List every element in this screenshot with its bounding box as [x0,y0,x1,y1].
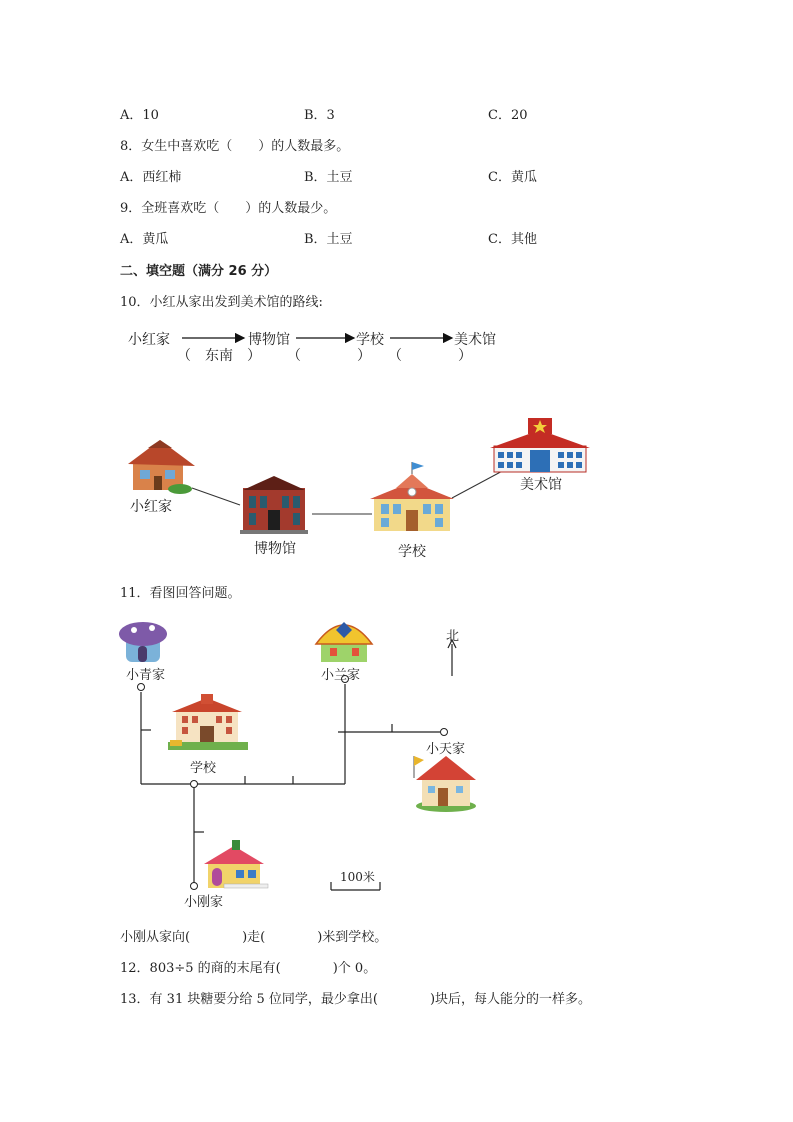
scale-label: 100米 [340,870,375,884]
map-label-school: 学校 [398,544,426,560]
q8-option-a: A．西红柿 [120,170,182,185]
q9-option-a: A．黄瓜 [120,232,169,247]
map-label-lan-home: 小兰家 [321,668,361,683]
route-start: 小红家 [128,332,170,348]
q7-option-a: A．10 [120,108,159,123]
q9-stem: 9．全班喜欢吃（ ）的人数最少。 [120,201,337,216]
art-gallery-icon [490,418,590,472]
colorful-house-icon [204,840,268,888]
q8-option-b: B．土豆 [304,170,353,185]
house-icon [128,440,195,494]
q12-stem: 12．803÷5 的商的末尾有( )个 0。 [120,961,377,976]
q7-option-b: B．3 [304,108,335,123]
q13-stem: 13．有 31 块糖要分给 5 位同学，最少拿出( )块后，每人能分的一样多。 [120,992,592,1007]
route-end: 美术馆 [454,332,496,348]
q11-question: 小刚从家向( )走( )米到学校。 [120,930,388,945]
cottage-icon [414,756,476,812]
map-label-home: 小红家 [130,499,172,515]
map-label-school: 学校 [190,761,217,776]
q7-option-c: C．20 [488,108,528,123]
section-title: 二、填空题（满分 26 分） [120,264,278,279]
route-blank-1[interactable]: （ 东南 ） [177,348,261,364]
q8-option-c: C．黄瓜 [488,170,537,185]
yellow-house-icon [316,622,372,662]
route-arrows [0,0,793,400]
q11-map [0,600,793,910]
school-icon [168,694,248,750]
map-label-art-gallery: 美术馆 [520,477,562,493]
map-label-museum: 博物馆 [254,541,296,557]
q8-stem: 8．女生中喜欢吃（ ）的人数最多。 [120,139,350,154]
museum-icon [240,476,308,534]
north-label: 北 [446,629,460,644]
route-stop-school: 学校 [356,332,384,348]
q9-option-c: C．其他 [488,232,537,247]
mushroom-house-icon [119,622,167,662]
map-label-tian-home: 小天家 [426,742,466,757]
school-icon [370,462,454,531]
q9-option-b: B．土豆 [304,232,353,247]
q11-stem: 11．看图回答问题。 [120,586,241,601]
q10-stem: 10．小红从家出发到美术馆的路线: [120,295,323,310]
q10-map [0,400,793,570]
route-stop-museum: 博物馆 [248,332,290,348]
map-label-gang-home: 小刚家 [184,895,224,910]
map-label-qing-home: 小青家 [126,668,166,683]
route-blank-2[interactable]: （ ） [287,348,371,364]
route-blank-3[interactable]: （ ） [388,348,472,364]
